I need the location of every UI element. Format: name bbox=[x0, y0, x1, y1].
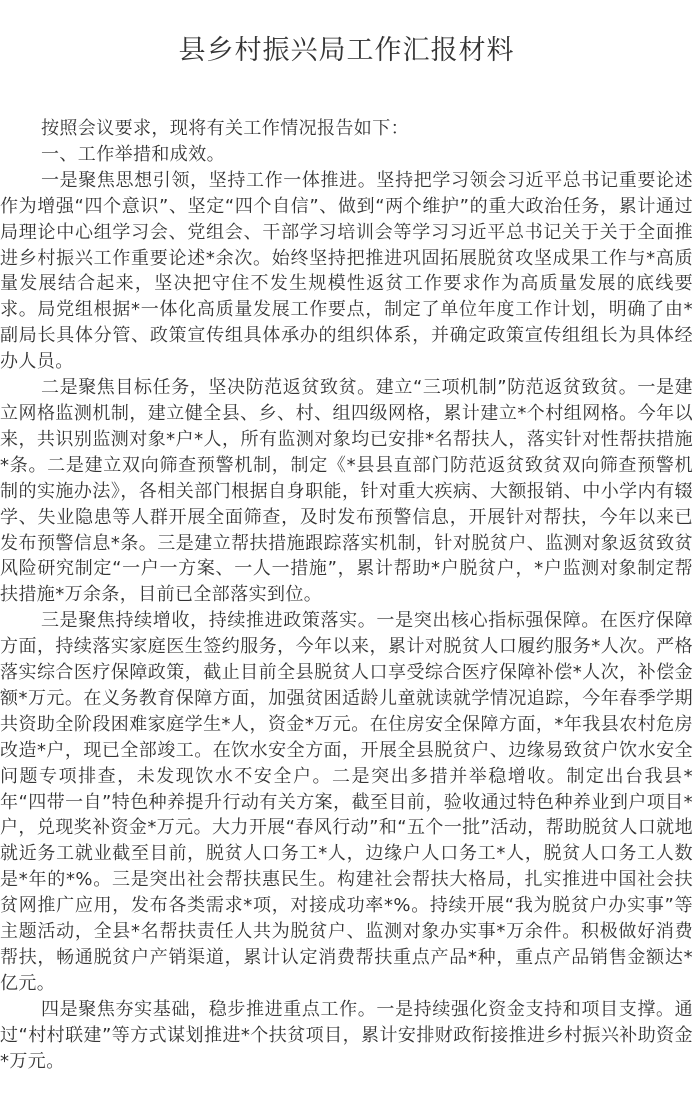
intro-paragraph: 按照会议要求，现将有关工作情况报告如下： bbox=[41, 118, 409, 139]
body-paragraph: 二是聚焦目标任务，坚决防范返贫致贫。建立“三项机制”防范返贫致贫。一是建立网格监测机制，建立健全县、乡、村、组四级网格，累计建立*个村组网格。今年以来，共识别监测对象*户*人，所有监测对象均已安排*名帮扶人，落实针对性帮扶措施*条。二是建立双向筛查预警机制，制定《*县县直部门防范返贫致贫双向筛查预警机制的实施办法》，各相关部门根据自身职能，针对重大疾病、大额报销、中小学内有辍学、失业隐患等人群开展全面筛查，及时发布预警信息，开展针对帮扶，今年以来已发布预警信息*条。三是建立帮扶措施跟踪落实机制，针对脱贫户、监测对象返贫致贫风险研究制定“一户一方案、一人一措施”，累计帮助*户脱贫户，*户监测对象制定帮扶措施*万余条，目前已全部落实到位。 bbox=[0, 377, 693, 606]
document-title: 县乡村振兴局工作汇报材料 bbox=[178, 35, 515, 66]
body-paragraph: 四是聚焦夯实基础，稳步推进重点工作。一是持续强化资金支持和项目支撑。通过“村村联建”等方式谋划推进*个扶贫项目，累计安排财政衔接推进乡村振兴补助资金*万元。 bbox=[0, 998, 693, 1072]
section-heading: 一、工作举措和成效。 bbox=[41, 143, 225, 165]
body-paragraph: 三是聚焦持续增收，持续推进政策落实。一是突出核心指标强保障。在医疗保障方面，持续落实家庭医生签约服务，今年以来，累计对脱贫人口履约服务*人次。严格落实综合医疗保障政策，截止目前全县脱贫人口享受综合医疗保障补偿*人次，补偿金额*万元。在义务教育保障方面，加强贫困适龄儿童就读就学情况追踪，今年春季学期共资助全阶段困难家庭学生*人，资金*万元。在住房安全保障方面，*年我县农村危房改造*户，现已全部竣工。在饮水安全方面，开展全县脱贫户、边缘易致贫户饮水安全问题专项排查，未发现饮水不安全户。二是突出多措并举稳增收。制定出台我县*年“四带一自”特色种养提升行动有关方案，截至目前，验收通过特色种养业到户项目*户，兑现奖补资金*万元。大力开展“春风行动”和“五个一批”活动，帮助脱贫人口就地就近务工就业截至目前，脱贫人口务工*人，边缘户人口务工*人，脱贫人口务工人数是*年的*%。三是突出社会帮扶惠民生。构建社会帮扶大格局，扎实推进中国社会扶贫网推广应用，发布各类需求*项，对接成功率*%。持续开展“我为脱贫户办实事”等主题活动，全县*名帮扶责任人共为脱贫户、监测对象办实事*万余件。积极做好消费帮扶，畅通脱贫户产销渠道，累计认定消费帮扶重点产品*种，重点产品销售金额达*亿元。 bbox=[0, 610, 693, 994]
document-body bbox=[0, 116, 693, 1075]
body-paragraph: 一是聚焦思想引领，坚持工作一体推进。坚持把学习领会习近平总书记重要论述作为增强“四个意识”、坚定“四个自信”、做到“两个维护”的重大政治任务，累计通过局理论中心组学习会、党组会、干部学习培训会等学习习近平总书记关于关于全面推进乡村振兴工作重要论述*余次。始终坚持把推进巩固拓展脱贫攻坚成果工作与*高质量发展结合起来，坚决把守住不发生规模性返贫工作要求作为高质量发展的底线要求。局党组根据*一体化高质量发展工作要点，制定了单位年度工作计划，明确了由*副局长具体分管、政策宣传组具体承办的组织体系，并确定政策宣传组组长为具体经办人员。 bbox=[0, 169, 693, 373]
